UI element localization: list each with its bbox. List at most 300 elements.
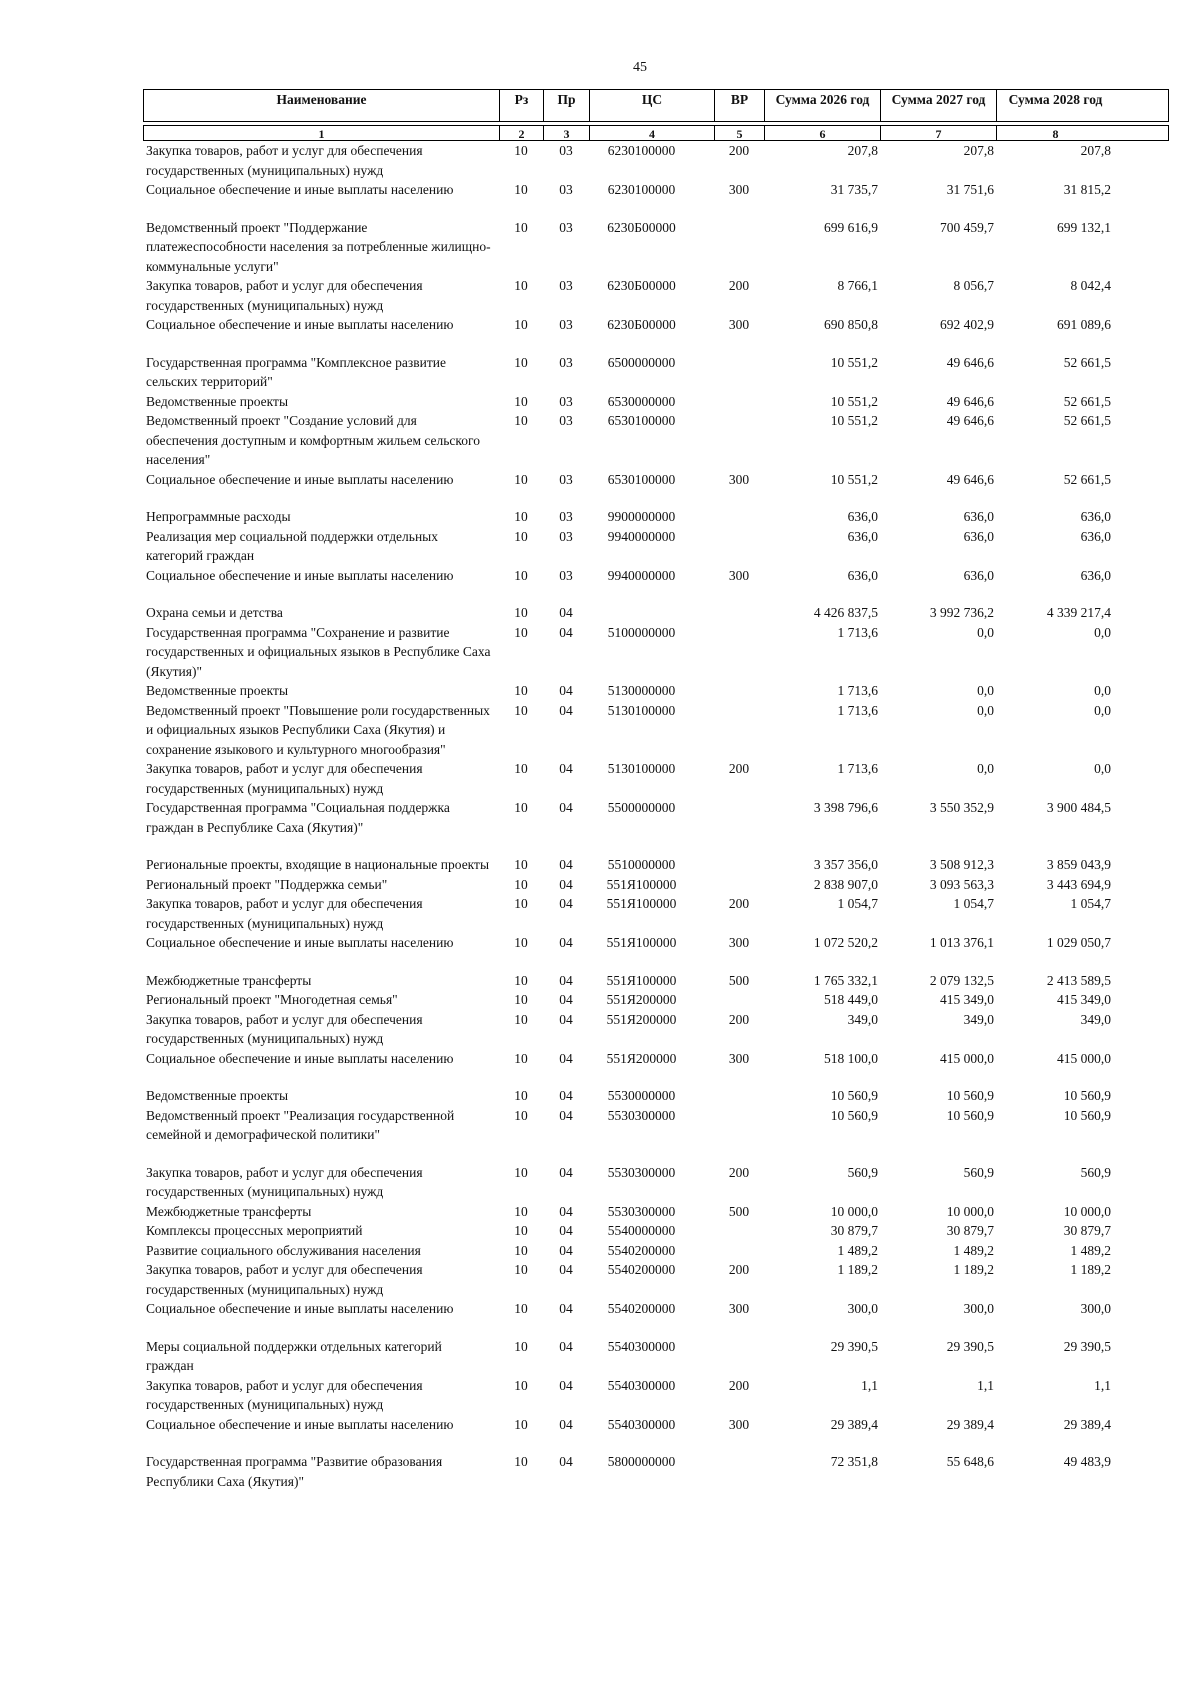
- row-sum-2028: 3 859 043,9: [1046, 857, 1111, 872]
- row-name: Государственная программа "Сохранение и развитие государственных и официальных языков в Республике Саха (Якутия)": [146, 624, 491, 679]
- row-sum-2028: 52 661,5: [1063, 393, 1111, 409]
- row-vr: [714, 507, 764, 527]
- table-row: [143, 470, 1169, 490]
- row-pr: 04: [559, 1050, 573, 1066]
- row-sum-2027: 29 390,5: [946, 1338, 994, 1354]
- row-pr: 04: [559, 1242, 573, 1258]
- row-rz: 10: [514, 509, 528, 524]
- row-sum-2026: 10 560,9: [830, 1088, 878, 1103]
- row-sum-2026: 518 449,0: [824, 992, 878, 1007]
- row-pr: 04: [559, 1107, 573, 1123]
- row-pr: 04: [559, 800, 573, 815]
- row-sum-2028: 52 661,5: [1063, 354, 1111, 370]
- row-rz: 10: [514, 896, 528, 911]
- table-row: [143, 1260, 1169, 1299]
- header-pr: Пр: [544, 90, 590, 121]
- row-rz: 10: [514, 876, 528, 892]
- page-number: 45: [633, 60, 647, 75]
- row-rz: 10: [514, 1223, 528, 1238]
- row-pr: 04: [559, 1088, 573, 1103]
- row-vr: 200: [728, 1262, 750, 1277]
- row-vr: [714, 1106, 764, 1145]
- row-rz: 10: [514, 605, 528, 620]
- header-rz: Рз: [500, 90, 544, 121]
- row-rz: 10: [514, 800, 528, 815]
- row-sum-2028: 1 054,7: [1070, 896, 1111, 911]
- row-spacer: [143, 1068, 1169, 1086]
- row-sum-2026: 10 551,2: [830, 354, 878, 370]
- table-row: [143, 603, 1169, 623]
- table-row: [143, 1163, 1169, 1202]
- row-sum-2028: 1 189,2: [1070, 1262, 1111, 1277]
- column-number: 8: [1052, 127, 1059, 140]
- row-pr: 03: [559, 317, 573, 332]
- row-sum-2026: 2 838 907,0: [813, 876, 878, 892]
- row-vr: 200: [728, 278, 750, 293]
- row-cs: [589, 603, 714, 623]
- row-vr: 200: [728, 896, 750, 911]
- table-row: [143, 701, 1169, 760]
- row-pr: 04: [559, 761, 573, 776]
- row-sum-2028: 699 132,1: [1057, 219, 1111, 235]
- row-cs: 551Я100000: [606, 935, 677, 950]
- row-vr: 300: [728, 1301, 750, 1316]
- row-rz: 10: [514, 1301, 528, 1316]
- row-cs: 6530000000: [607, 393, 676, 409]
- row-sum-2028: 349,0: [1080, 1011, 1111, 1027]
- row-pr: 04: [559, 1301, 573, 1316]
- row-name: Социальное обеспечение и иные выплаты населению: [146, 471, 454, 487]
- column-number: 5: [715, 126, 765, 140]
- row-vr: [714, 1337, 764, 1376]
- row-sum-2027: 3 992 736,2: [929, 605, 994, 620]
- row-sum-2028: 10 560,9: [1063, 1088, 1111, 1103]
- row-name: Государственная программа "Комплексное развитие сельских территорий": [146, 354, 446, 389]
- row-sum-2028: 31 815,2: [1063, 182, 1111, 197]
- row-name: Охрана семьи и детства: [146, 605, 283, 620]
- row-rz: 10: [514, 182, 528, 197]
- row-pr: 03: [559, 528, 573, 544]
- row-name: Закупка товаров, работ и услуг для обеспечения государственных (муниципальных) нужд: [146, 143, 423, 178]
- row-sum-2027: 0,0: [977, 624, 994, 640]
- row-rz: 10: [514, 1203, 528, 1219]
- row-rz: 10: [514, 1011, 528, 1027]
- table-row: [143, 798, 1169, 837]
- row-sum-2028: 3 900 484,5: [1046, 800, 1111, 815]
- row-cs: 551Я100000: [606, 896, 677, 911]
- row-sum-2028: 636,0: [1080, 567, 1111, 583]
- row-sum-2027: 3 508 912,3: [929, 857, 994, 872]
- row-rz: 10: [514, 683, 528, 698]
- row-sum-2026: 3 398 796,6: [813, 800, 878, 815]
- row-cs: 5100000000: [607, 624, 676, 640]
- row-sum-2028: 1 029 050,7: [1046, 935, 1111, 950]
- row-cs: 551Я200000: [606, 1011, 677, 1027]
- row-rz: 10: [514, 1088, 528, 1103]
- row-vr: [714, 1452, 764, 1491]
- row-sum-2028: 636,0: [1080, 509, 1111, 524]
- header-sum-2028: Сумма 2028 год: [1008, 92, 1103, 107]
- row-vr: 200: [728, 143, 750, 158]
- row-cs: 6530100000: [607, 413, 676, 428]
- row-cs: 551Я200000: [606, 992, 677, 1007]
- row-cs: 551Я100000: [606, 972, 677, 988]
- row-vr: [714, 990, 764, 1010]
- row-cs: 551Я200000: [606, 1050, 677, 1066]
- row-rz: 10: [514, 935, 528, 950]
- row-cs: 5540000000: [607, 1223, 676, 1238]
- row-pr: 04: [559, 1223, 573, 1238]
- row-sum-2026: 1 713,6: [837, 683, 878, 698]
- row-name: Ведомственные проекты: [146, 683, 289, 698]
- table-row: [143, 1049, 1169, 1069]
- row-sum-2028: 0,0: [1094, 761, 1111, 776]
- table-row: [143, 1221, 1169, 1241]
- row-cs: 6530100000: [607, 471, 676, 487]
- row-vr: [714, 353, 764, 392]
- table-row: [143, 1202, 1169, 1222]
- row-name: Закупка товаров, работ и услуг для обеспечения государственных (муниципальных) нужд: [146, 1262, 423, 1297]
- row-pr: 04: [559, 896, 573, 911]
- row-sum-2026: 636,0: [847, 509, 878, 524]
- row-cs: 6230100000: [607, 143, 676, 158]
- row-vr: 300: [728, 935, 750, 950]
- row-vr: [714, 411, 764, 470]
- row-sum-2027: 49 646,6: [946, 413, 994, 428]
- row-vr: 500: [728, 1203, 750, 1219]
- table-row: [143, 623, 1169, 682]
- table-row: [143, 971, 1169, 991]
- row-pr: 04: [559, 683, 573, 698]
- row-cs: 5130000000: [607, 683, 676, 698]
- row-pr: 04: [559, 935, 573, 950]
- row-sum-2028: 415 349,0: [1057, 992, 1111, 1007]
- header-vr: ВР: [715, 90, 765, 121]
- row-pr: 04: [559, 857, 573, 872]
- row-cs: 5530300000: [607, 1203, 676, 1219]
- row-sum-2028: 415 000,0: [1057, 1050, 1111, 1066]
- row-pr: 04: [559, 972, 573, 988]
- row-pr: 04: [559, 1262, 573, 1277]
- row-rz: 10: [514, 317, 528, 332]
- row-pr: 03: [559, 354, 573, 370]
- row-vr: 300: [728, 471, 750, 487]
- row-sum-2028: 4 339 217,4: [1046, 605, 1111, 620]
- row-name: Социальное обеспечение и иные выплаты населению: [146, 1416, 454, 1432]
- row-cs: 9940000000: [607, 567, 676, 583]
- row-sum-2027: 636,0: [963, 509, 994, 524]
- row-vr: [714, 392, 764, 412]
- row-sum-2027: 49 646,6: [946, 393, 994, 409]
- table-row: [143, 1106, 1169, 1145]
- row-name: Региональный проект "Многодетная семья": [146, 992, 398, 1007]
- row-name: Межбюджетные трансферты: [146, 972, 312, 988]
- row-rz: 10: [514, 278, 528, 293]
- row-sum-2027: 49 646,6: [946, 471, 994, 487]
- row-spacer: [143, 1434, 1169, 1452]
- row-sum-2028: 207,8: [1080, 143, 1111, 158]
- row-pr: 03: [559, 509, 573, 524]
- row-pr: 03: [559, 413, 573, 428]
- row-sum-2027: 0,0: [977, 683, 994, 698]
- row-sum-2026: 207,8: [847, 143, 878, 158]
- row-cs: 5530000000: [607, 1088, 676, 1103]
- row-pr: 03: [559, 143, 573, 158]
- row-rz: 10: [514, 1416, 528, 1432]
- row-cs: 5540300000: [607, 1338, 676, 1354]
- row-cs: 5540300000: [607, 1416, 676, 1432]
- row-sum-2026: 72 351,8: [830, 1454, 878, 1469]
- row-rz: 10: [514, 143, 528, 158]
- row-sum-2027: 10 560,9: [946, 1088, 994, 1103]
- row-vr: [714, 798, 764, 837]
- row-rz: 10: [514, 1338, 528, 1354]
- row-name: Региональные проекты, входящие в национальные проекты: [146, 857, 490, 872]
- row-cs: 9900000000: [607, 509, 676, 524]
- row-sum-2028: 691 089,6: [1057, 317, 1111, 332]
- row-cs: 6500000000: [607, 354, 676, 370]
- row-spacer: [143, 335, 1169, 353]
- row-sum-2028: 29 390,5: [1063, 1338, 1111, 1354]
- table-row: [143, 276, 1169, 315]
- row-rz: 10: [514, 624, 528, 640]
- row-cs: 5530300000: [607, 1107, 676, 1123]
- row-sum-2026: 8 766,1: [837, 278, 878, 293]
- table-row: [143, 141, 1169, 180]
- row-sum-2026: 29 390,5: [830, 1338, 878, 1354]
- row-cs: 5540200000: [607, 1242, 676, 1258]
- row-sum-2028: 3 443 694,9: [1046, 876, 1111, 892]
- row-rz: 10: [514, 1262, 528, 1277]
- column-number: 2: [500, 126, 544, 140]
- row-sum-2027: 1 054,7: [953, 896, 994, 911]
- row-sum-2026: 690 850,8: [824, 317, 878, 332]
- row-sum-2026: 1 054,7: [837, 896, 878, 911]
- row-sum-2026: 30 879,7: [830, 1223, 878, 1238]
- row-sum-2026: 636,0: [847, 567, 878, 583]
- row-name: Ведомственный проект "Создание условий для обеспечения доступным и комфортным жильем сельского населения": [146, 413, 480, 467]
- table-row: [143, 353, 1169, 392]
- row-sum-2028: 1,1: [1094, 1377, 1111, 1393]
- table-row: [143, 392, 1169, 412]
- row-spacer: [143, 489, 1169, 507]
- row-pr: 04: [559, 605, 573, 620]
- row-sum-2027: 560,9: [963, 1164, 994, 1180]
- header-cs: ЦС: [590, 90, 715, 121]
- row-rz: 10: [514, 471, 528, 487]
- row-rz: 10: [514, 857, 528, 872]
- row-sum-2027: 692 402,9: [940, 317, 994, 332]
- row-cs: 5130100000: [607, 761, 676, 776]
- row-sum-2028: 560,9: [1080, 1164, 1111, 1180]
- row-sum-2028: 1 489,2: [1070, 1242, 1111, 1258]
- row-vr: 300: [728, 317, 750, 332]
- row-sum-2026: 10 000,0: [830, 1203, 878, 1219]
- row-cs: 6230100000: [607, 182, 676, 197]
- row-name: Развитие социального обслуживания населения: [146, 1242, 421, 1258]
- column-number: 3: [544, 126, 590, 140]
- column-number: 1: [144, 126, 500, 140]
- row-rz: 10: [514, 393, 528, 409]
- row-pr: 03: [559, 278, 573, 293]
- table-row: [143, 990, 1169, 1010]
- row-spacer: [143, 837, 1169, 855]
- row-pr: 04: [559, 624, 573, 640]
- row-rz: 10: [514, 702, 528, 718]
- row-sum-2026: 1 713,6: [837, 702, 878, 718]
- row-vr: 500: [728, 972, 750, 988]
- row-sum-2028: 29 389,4: [1063, 1416, 1111, 1432]
- row-sum-2028: 636,0: [1080, 528, 1111, 544]
- row-vr: [714, 1241, 764, 1261]
- row-sum-2026: 29 389,4: [830, 1416, 878, 1432]
- row-pr: 04: [559, 1164, 573, 1180]
- row-sum-2028: 10 000,0: [1063, 1203, 1111, 1219]
- row-cs: 6230Б00000: [607, 219, 676, 235]
- row-sum-2028: 30 879,7: [1063, 1223, 1111, 1238]
- row-pr: 03: [559, 471, 573, 487]
- header-sum-2026: Сумма 2026 год: [765, 90, 881, 121]
- table-row: [143, 1376, 1169, 1415]
- table-body: [143, 141, 1169, 1491]
- row-cs: 6230Б00000: [607, 278, 676, 293]
- table-row: [143, 1241, 1169, 1261]
- row-cs: 5130100000: [607, 702, 676, 718]
- column-number: 6: [765, 126, 881, 140]
- header-sum-2027: Сумма 2027 год: [881, 90, 997, 121]
- table-row: [143, 527, 1169, 566]
- row-sum-2026: 1,1: [861, 1377, 878, 1393]
- table-row: [143, 933, 1169, 953]
- row-name: Социальное обеспечение и иные выплаты населению: [146, 182, 454, 197]
- row-rz: 10: [514, 1164, 528, 1180]
- row-cs: 6230Б00000: [607, 317, 676, 332]
- row-sum-2027: 8 056,7: [953, 278, 994, 293]
- row-name: Государственная программа "Развитие образования Республики Саха (Якутия)": [146, 1454, 443, 1489]
- row-name: Закупка товаров, работ и услуг для обеспечения государственных (муниципальных) нужд: [146, 1377, 423, 1412]
- table-row: [143, 855, 1169, 875]
- table-row: [143, 1415, 1169, 1435]
- row-sum-2026: 10 551,2: [830, 413, 878, 428]
- row-cs: 5530300000: [607, 1164, 676, 1180]
- row-pr: 04: [559, 1377, 573, 1393]
- row-vr: [714, 1221, 764, 1241]
- row-sum-2026: 1 189,2: [837, 1262, 878, 1277]
- row-vr: [714, 681, 764, 701]
- row-cs: 5540300000: [607, 1377, 676, 1393]
- row-sum-2027: 2 079 132,5: [929, 972, 994, 988]
- row-rz: 10: [514, 1377, 528, 1393]
- row-rz: 10: [514, 761, 528, 776]
- column-number: 4: [590, 126, 715, 140]
- row-sum-2028: 10 560,9: [1063, 1107, 1111, 1123]
- row-sum-2027: 55 648,6: [946, 1454, 994, 1469]
- table-row: [143, 1452, 1169, 1491]
- row-sum-2027: 3 093 563,3: [929, 876, 994, 892]
- row-vr: 200: [728, 761, 750, 776]
- table-row: [143, 875, 1169, 895]
- row-rz: 10: [514, 567, 528, 583]
- row-sum-2027: 207,8: [963, 143, 994, 158]
- row-spacer: [143, 1319, 1169, 1337]
- row-vr: [714, 701, 764, 760]
- row-name: Социальное обеспечение и иные выплаты населению: [146, 1301, 454, 1316]
- row-rz: 10: [514, 528, 528, 544]
- row-vr: [714, 623, 764, 682]
- row-cs: 551Я100000: [606, 876, 677, 892]
- row-sum-2028: 0,0: [1094, 683, 1111, 698]
- table-row: [143, 411, 1169, 470]
- row-sum-2026: 10 560,9: [830, 1107, 878, 1123]
- table-row: [143, 566, 1169, 586]
- row-name: Ведомственный проект "Реализация государственной семейной и демографической политики": [146, 1107, 455, 1142]
- row-pr: 03: [559, 219, 573, 235]
- row-pr: 03: [559, 567, 573, 583]
- row-name: Социальное обеспечение и иные выплаты населению: [146, 1050, 454, 1066]
- row-sum-2026: 349,0: [847, 1011, 878, 1027]
- row-sum-2026: 518 100,0: [824, 1050, 878, 1066]
- row-sum-2027: 300,0: [963, 1301, 994, 1316]
- column-numbers-row: [143, 125, 1169, 141]
- row-cs: 5510000000: [607, 857, 676, 872]
- row-sum-2028: 0,0: [1094, 624, 1111, 640]
- row-name: Меры социальной поддержки отдельных категорий граждан: [146, 1338, 442, 1373]
- row-sum-2028: 49 483,9: [1063, 1454, 1111, 1469]
- row-name: Региональный проект "Поддержка семьи": [146, 876, 388, 892]
- row-rz: 10: [514, 219, 528, 235]
- row-name: Социальное обеспечение и иные выплаты населению: [146, 935, 454, 950]
- row-cs: 5500000000: [607, 800, 676, 815]
- row-pr: 04: [559, 1454, 573, 1469]
- row-sum-2026: 31 735,7: [830, 182, 878, 197]
- row-vr: [714, 1086, 764, 1106]
- row-sum-2028: 0,0: [1094, 702, 1111, 718]
- row-rz: 10: [514, 1107, 528, 1123]
- row-sum-2027: 415 349,0: [940, 992, 994, 1007]
- row-sum-2027: 10 000,0: [946, 1203, 994, 1219]
- row-vr: [714, 603, 764, 623]
- table-row: [143, 681, 1169, 701]
- row-pr: 04: [559, 876, 573, 892]
- row-sum-2027: 0,0: [977, 761, 994, 776]
- row-sum-2026: 1 072 520,2: [813, 935, 878, 950]
- row-name: Реализация мер социальной поддержки отдельных категорий граждан: [146, 528, 438, 563]
- row-sum-2027: 1 189,2: [953, 1262, 994, 1277]
- row-name: Ведомственный проект "Повышение роли государственных и официальных языков Республики Саха (Якутия) и сохранение языкового и культурного многообразия": [146, 702, 490, 757]
- row-sum-2026: 560,9: [847, 1164, 878, 1180]
- row-sum-2026: 1 765 332,1: [813, 972, 878, 988]
- row-name: Государственная программа "Социальная поддержка граждан в Республике Саха (Якутия)": [146, 800, 450, 835]
- row-sum-2027: 1,1: [977, 1377, 994, 1393]
- row-sum-2026: 10 551,2: [830, 471, 878, 487]
- row-name: Комплексы процессных мероприятий: [146, 1223, 363, 1238]
- row-pr: 03: [559, 182, 573, 197]
- column-number: 7: [881, 126, 997, 140]
- row-sum-2027: 30 879,7: [946, 1223, 994, 1238]
- row-rz: 10: [514, 972, 528, 988]
- table-row: [143, 180, 1169, 200]
- row-cs: 5800000000: [607, 1454, 676, 1469]
- row-pr: 04: [559, 1011, 573, 1027]
- row-sum-2026: 3 357 356,0: [813, 857, 878, 872]
- row-sum-2027: 700 459,7: [940, 219, 994, 235]
- row-sum-2027: 415 000,0: [940, 1050, 994, 1066]
- row-rz: 10: [514, 1050, 528, 1066]
- table-row: [143, 1337, 1169, 1376]
- row-name: Закупка товаров, работ и услуг для обеспечения государственных (муниципальных) нужд: [146, 1164, 423, 1199]
- table-row: [143, 1299, 1169, 1319]
- row-pr: 04: [559, 702, 573, 718]
